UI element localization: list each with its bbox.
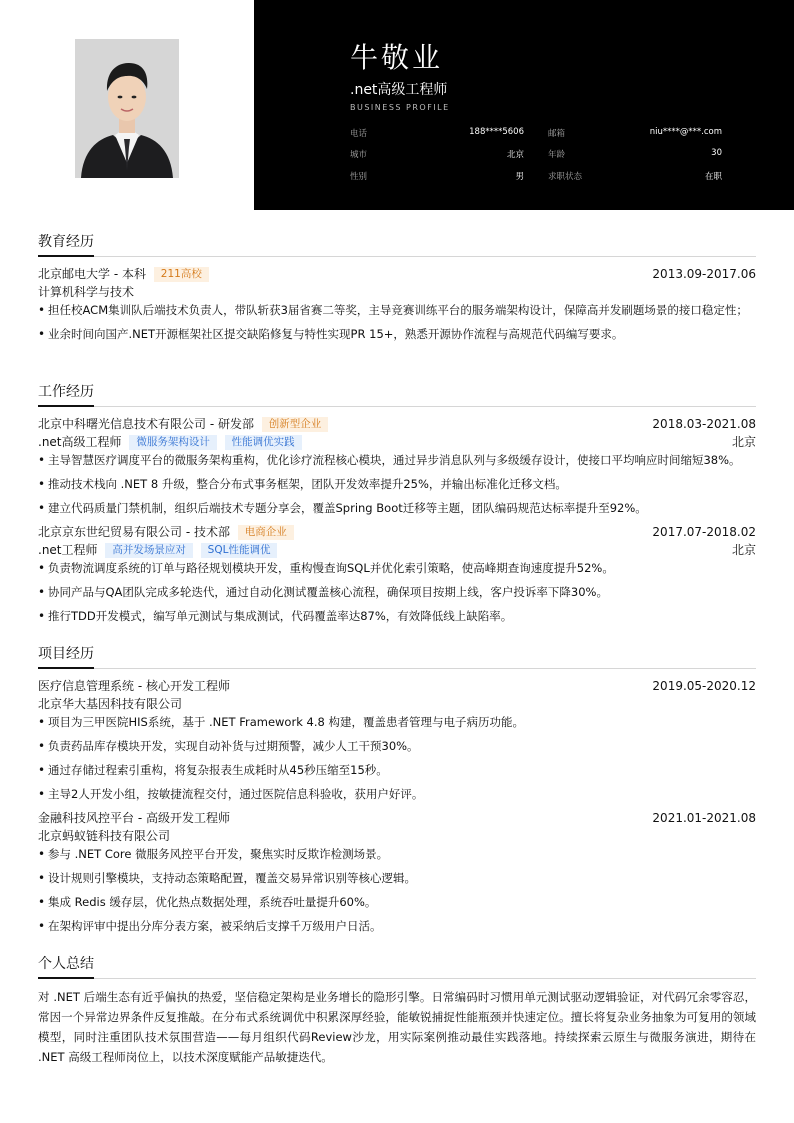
list-item: • 推动技术栈向 .NET 8 升级，整合分布式事务框架，团队开发效率提升25%，并输出标准化迁移文档。 <box>38 475 756 493</box>
profile-photo <box>75 39 179 178</box>
company-tag: 电商企业 <box>238 525 294 540</box>
work-section <box>38 383 756 631</box>
profile-subtitle: BUSINESS PROFILE <box>350 103 450 112</box>
skill-tag: 微服务架构设计 <box>129 435 217 450</box>
project-bullets <box>38 845 756 935</box>
project-row <box>38 809 756 827</box>
job-title: .net高级工程师 <box>350 82 448 98</box>
list-item: • 协同产品与QA团队完成多轮迭代，通过自动化测试覆盖核心流程，确保项目按期上线，客户投诉率下降30%。 <box>38 583 756 601</box>
project-company: 北京蚂蚁链科技有限公司 <box>38 829 171 843</box>
education-period: 2013.09-2017.06 <box>652 267 756 281</box>
project-bullets <box>38 713 756 803</box>
section-heading: 个人总结 <box>38 955 756 979</box>
company-row <box>38 523 756 541</box>
info-label: 城市 <box>350 150 368 160</box>
job-bullets <box>38 451 756 517</box>
city-value: 北京 <box>506 150 524 160</box>
list-item: • 负责药品库存模块开发，实现自动补货与过期预警，减少人工干预30%。 <box>38 737 756 755</box>
header-panel <box>254 0 794 210</box>
role-name: .net工程师 <box>38 543 98 557</box>
info-row-phone-email <box>350 127 722 141</box>
candidate-name: 牛敬业 <box>350 41 444 74</box>
job-status-value: 在职 <box>704 172 722 182</box>
info-label: 性别 <box>350 172 368 182</box>
summary-text: 对 .NET 后端生态有近乎偏执的热爱，坚信稳定架构是业务增长的隐形引擎。日常编码时习惯用单元测试驱动逻辑验证，对代码冗余零容忍，常因一个异常边界条件反复推敲。在分布式系统调优中积累深厚经验，能敏锐捕捉性能瓶颈并快速定位。擅长将复杂业务抽象为可复用的领域模型，同时注重团队技术氛围营造——每月组织代码Review沙龙，用实际案例推动最佳实践落地。持续探索云原生与微服务演进，期待在 .NET 高级工程师岗位上，以技术深度赋能产品敏捷迭代。 <box>38 990 756 1064</box>
job-city: 北京 <box>731 435 756 449</box>
job-period: 2017.07-2018.02 <box>652 525 756 539</box>
list-item: • 参与 .NET Core 微服务风控平台开发，聚焦实时反欺诈检测场景。 <box>38 845 756 863</box>
projects-section <box>38 645 756 941</box>
project-period: 2019.05-2020.12 <box>652 679 756 693</box>
school-row <box>38 265 756 283</box>
portrait-image <box>75 39 179 178</box>
list-item: • 设计规则引擎模块，支持动态策略配置，覆盖交易异常识别等核心逻辑。 <box>38 869 756 887</box>
list-item: • 项目为三甲医院HIS系统，基于 .NET Framework 4.8 构建，覆盖患者管理与电子病历功能。 <box>38 713 756 731</box>
job-bullets <box>38 559 756 625</box>
phone-value: 188****5606 <box>469 127 524 137</box>
skill-tag: SQL性能调优 <box>201 543 278 558</box>
section-heading: 项目经历 <box>38 645 756 669</box>
info-label: 邮箱 <box>548 129 566 139</box>
list-item: • 业余时间向国产.NET开源框架社区提交缺陷修复与特性实现PR 15+，熟悉开源协作流程与高规范代码编写要求。 <box>38 325 756 343</box>
list-item: • 担任校ACM集训队后端技术负责人，带队斩获3届省赛二等奖，主导竞赛训练平台的服务端架构设计，保障高并发刷题场景的接口稳定性； <box>38 301 756 319</box>
project-period: 2021.01-2021.08 <box>652 811 756 825</box>
skill-tag: 性能调优实践 <box>225 435 302 450</box>
section-heading: 教育经历 <box>38 233 756 257</box>
skill-tag: 高并发场景应对 <box>105 543 193 558</box>
list-item: • 在架构评审中提出分库分表方案，被采纳后支撑千万级用户日活。 <box>38 917 756 935</box>
list-item: • 建立代码质量门禁机制，组织后端技术专题分享会，覆盖Spring Boot迁移等主题，团队编码规范达标率提升至92%。 <box>38 499 756 517</box>
info-label: 年龄 <box>548 150 566 160</box>
age-value: 30 <box>711 148 722 158</box>
education-section <box>38 233 756 349</box>
job-city: 北京 <box>731 543 756 557</box>
list-item: • 集成 Redis 缓存层，优化热点数据处理，系统吞吐量提升60%。 <box>38 893 756 911</box>
role-row <box>38 541 756 559</box>
info-label: 求职状态 <box>548 172 583 182</box>
resume-header <box>0 0 794 210</box>
project-name: 医疗信息管理系统 - 核心开发工程师 <box>38 679 230 693</box>
list-item: • 主导智慧医疗调度平台的微服务架构重构，优化诊疗流程核心模块，通过异步消息队列与多级缓存设计，使接口平均响应时间缩短38%。 <box>38 451 756 469</box>
info-row-city-age <box>350 148 722 162</box>
company-row <box>38 415 756 433</box>
section-heading: 工作经历 <box>38 383 756 407</box>
company-tag: 创新型企业 <box>262 417 329 432</box>
project-company-row <box>38 827 756 845</box>
list-item: • 通过存储过程索引重构，将复杂报表生成耗时从45秒压缩至15秒。 <box>38 761 756 779</box>
major-name: 计算机科学与技术 <box>38 285 135 299</box>
project-company: 北京华大基因科技有限公司 <box>38 697 183 711</box>
list-item: • 主导2人开发小组，按敏捷流程交付，通过医院信息科验收，获用户好评。 <box>38 785 756 803</box>
role-row <box>38 433 756 451</box>
job-period: 2018.03-2021.08 <box>652 417 756 431</box>
company-name: 北京京东世纪贸易有限公司 - 技术部 <box>38 525 230 539</box>
role-name: .net高级工程师 <box>38 435 122 449</box>
list-item: • 负责物流调度系统的订单与路径规划模块开发，重构慢查询SQL并优化索引策略，使高峰期查询速度提升52%。 <box>38 559 756 577</box>
school-name: 北京邮电大学 - 本科 <box>38 267 146 281</box>
info-row-gender-status <box>350 170 722 184</box>
summary-section <box>38 955 756 1067</box>
school-tag: 211高校 <box>154 267 209 282</box>
project-company-row <box>38 695 756 713</box>
company-name: 北京中科曙光信息技术有限公司 - 研发部 <box>38 417 254 431</box>
gender-value: 男 <box>515 172 524 182</box>
major-row <box>38 283 756 301</box>
education-bullets <box>38 301 756 343</box>
info-label: 电话 <box>350 129 368 139</box>
list-item: • 推行TDD开发模式，编写单元测试与集成测试，代码覆盖率达87%，有效降低线上缺陷率。 <box>38 607 756 625</box>
project-row <box>38 677 756 695</box>
project-name: 金融科技风控平台 - 高级开发工程师 <box>38 811 230 825</box>
email-value: niu****@***.com <box>649 127 722 137</box>
